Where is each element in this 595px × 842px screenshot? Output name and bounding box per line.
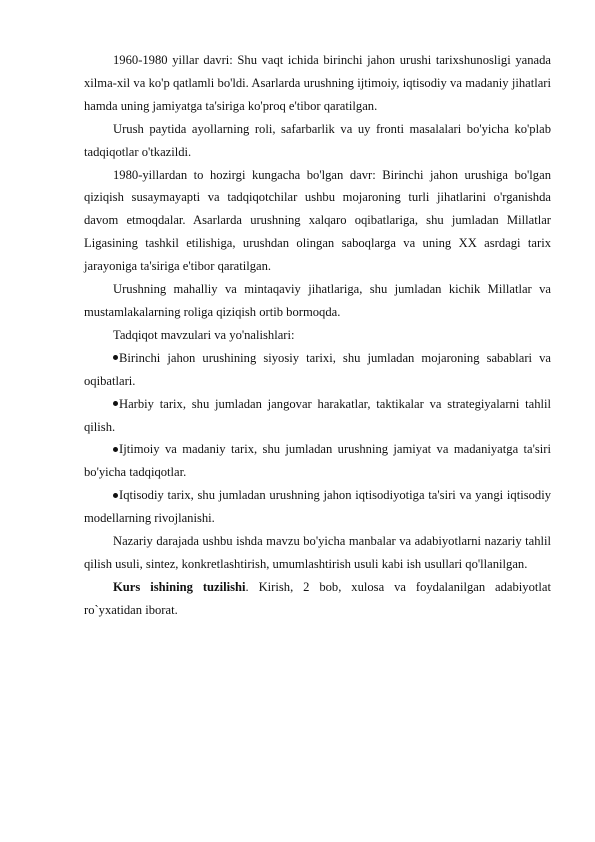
bullet-text: Iqtisodiy tarix, shu jumladan urushning jahon iqtisodiyotiga ta'siri va yangi iqtisodiy modellarning rivojlanishi. (84, 488, 551, 526)
bullet-text: Birinchi jahon urushining siyosiy tarixi, shu jumladan mojaroning sabablari va oqibatlari. (84, 350, 551, 388)
paragraph-methods: Nazariy darajada ushbu ishda mavzu bo'yicha manbalar va adabiyotlarni nazariy tahlil qilish usuli, sintez, konkretlashtirish, umumlashtirish usuli kabi ish usullari qo'llanilgan. (84, 534, 551, 571)
bullet-text: Harbiy tarix, shu jumladan jangovar harakatlar, taktikalar va strategiyalarni tahlil qilish. (84, 396, 551, 434)
bullet-dot-icon (113, 401, 118, 406)
bullet-item-military-history (84, 393, 551, 439)
document-page (84, 49, 551, 622)
paragraph-regional-aspects: Urushning mahalliy va mintaqaviy jihatlariga, shu jumladan kichik Millatlar va mustamlakalarning roliga qiziqish ortib bormoqda. (84, 282, 551, 319)
paragraph-research-topics-heading: Tadqiqot mavzulari va yo'nalishlari: (113, 327, 295, 342)
paragraph-1960-1980: 1960-1980 yillar davri: Shu vaqt ichida birinchi jahon urushi tarixshunosligi yanada xilma-xil va ko'p qatlamli bo'ldi. Asarlarda urushning ijtimoiy, iqtisodiy va madaniy jihatlari hamda uning jamiyatga ta'siriga ko'proq e'tibor qaratilgan. (84, 53, 551, 113)
bullet-dot-icon (113, 355, 118, 360)
bullet-dot-icon (113, 447, 118, 452)
bullet-item-economic-history (84, 484, 551, 530)
paragraph-women-role: Urush paytida ayollarning roli, safarbarlik va uy fronti masalalari bo'yicha ko'plab tadqiqotlar o'tkazildi. (84, 121, 551, 159)
bullet-item-social-history (84, 438, 551, 484)
paragraph-structure (84, 576, 551, 622)
bullet-dot-icon (113, 493, 118, 498)
bullet-text: Ijtimoiy va madaniy tarix, shu jumladan urushning jamiyat va madaniyatga ta'siri bo'yicha tadqiqotlar. (84, 442, 551, 480)
bullet-item-political-history (84, 347, 551, 393)
structure-text: . Kirish, 2 bob, xulosa va foydalanilgan adabiyotlat ro`yxatidan iborat. (84, 579, 551, 617)
structure-label: Kurs ishining tuzilishi (113, 579, 246, 594)
paragraph-1980-present: 1980-yillardan to hozirgi kungacha bo'lgan davr: Birinchi jahon urushiga bo'lgan qiziqish susaymayapti va tadqiqotchilar ushbu mojaroning turli jihatlarini o'rganishda davom etmoqdalar. Asarlarda urushning xalqaro oqibatlariga, shu jumladan Millatlar Ligasining tashkil etilishiga, urushdan olingan saboqlarga va uning XX asrdagi tarix jarayoniga ta'siriga e'tibor qaratilgan. (84, 167, 551, 274)
